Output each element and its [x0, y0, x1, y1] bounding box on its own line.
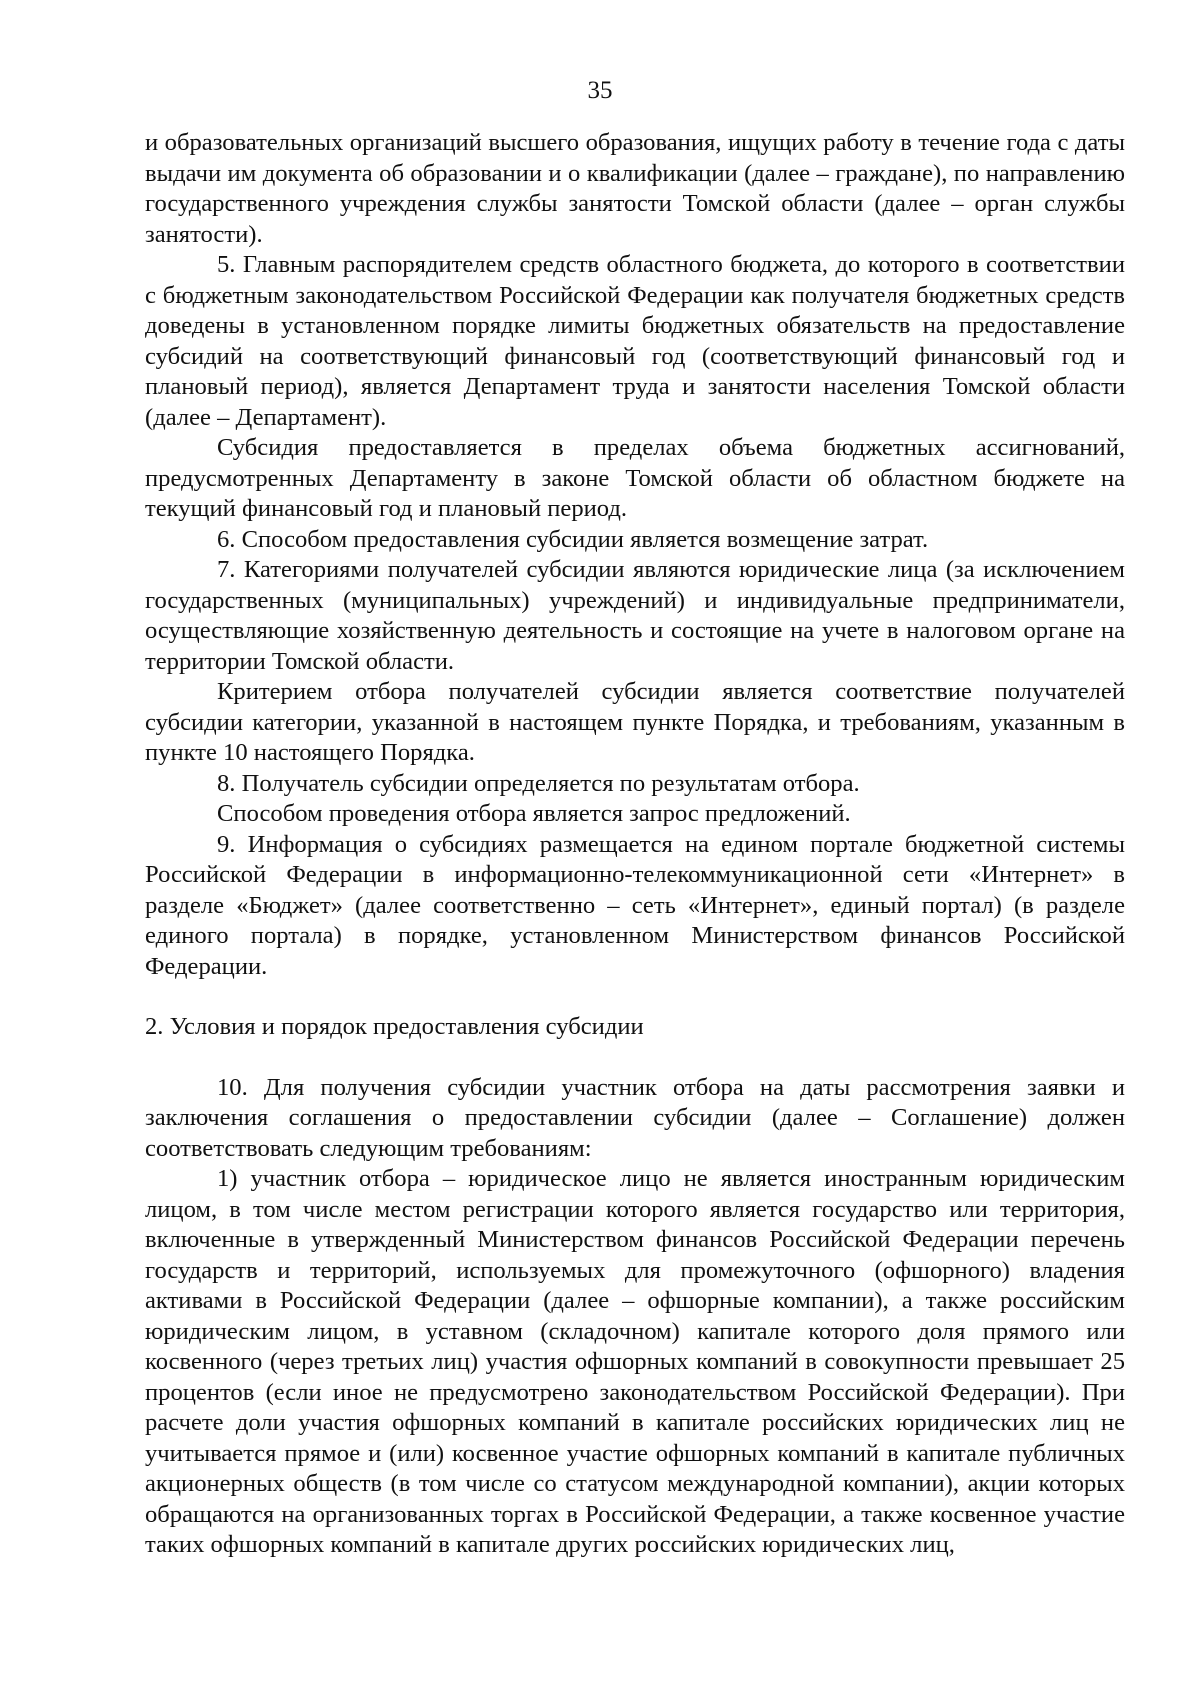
paragraph-10-item-1: 1) участник отбора – юридическое лицо не является иностранным юридическим лицом, в том числе местом регистрации которого является государство или территория, включенные в утвержденный Министерством финансов Российской Федерации перечень государств и территорий, используемых для промежуточного (офшорного) владения активами в Российской Федерации (далее – офшорные компании), а также российским юридическим лицом, в уставном (складочном) капитале которого доля прямого или косвенного (через третьих лиц) участия офшорных компаний в совокупности превышает 25 процентов (если иное не предусмотрено законодательством Российской Федерации). При расчете доли участия офшорных компаний в капитале российских юридических лиц не учитывается прямое и (или) косвенное участие офшорных компаний в капитале публичных акционерных обществ (в том числе со статусом международной компании), акции которых обращаются на организованных торгах в Российской Федерации, а также косвенное участие таких офшорных компаний в капитале других российских юридических лиц, — [145, 1165, 1125, 1558]
paragraph-9: 9. Информация о субсидиях размещается на едином портале бюджетной системы Российской Федерации в информационно-телекоммуникационной сети «Интернет» в разделе «Бюджет» (далее соответственно – сеть «Интернет», единый портал) (в разделе единого портала) в порядке, установленном Министерством финансов Российской Федерации. — [145, 830, 1125, 980]
paragraph-5-subsidy: Субсидия предоставляется в пределах объема бюджетных ассигнований, предусмотренных Департаменту в законе Томской области об областном бюджете на текущий финансовый год и плановый период. — [145, 434, 1125, 522]
paragraph-10: 10. Для получения субсидии участник отбора на даты рассмотрения заявки и заключения соглашения о предоставлении субсидии (далее – Соглашение) должен соответствовать следующим требованиям: — [145, 1073, 1125, 1162]
paragraph-7-criterion: Критерием отбора получателей субсидии является соответствие получателей субсидии категории, указанной в настоящем пункте Порядка, и требованиям, указанным в пункте 10 настоящего Порядка. — [145, 678, 1125, 766]
paragraph-7: 7. Категориями получателей субсидии являются юридические лица (за исключением государственных (муниципальных) учреждений) и индивидуальные предприниматели, осуществляющие хозяйственную деятельность и состоящие на учете в налоговом органе на территории Томской области. — [145, 556, 1125, 675]
document-body — [145, 128, 1125, 1561]
paragraph-continuation: и образовательных организаций высшего образования, ищущих работу в течение года с даты выдачи им документа об образовании и о квалификации (далее – граждане), по направлению государственного учреждения службы занятости Томской области (далее – орган службы занятости). — [145, 129, 1125, 248]
paragraph-8-method: Способом проведения отбора является запрос предложений. — [217, 800, 851, 827]
section-heading: 2. Условия и порядок предоставления субсидии — [145, 1013, 644, 1040]
paragraph-6: 6. Способом предоставления субсидии является возмещение затрат. — [217, 525, 929, 553]
paragraph-5: 5. Главным распорядителем средств областного бюджета, до которого в соответствии с бюджетным законодательством Российской Федерации как получателя бюджетных средств доведены в установленном порядке лимиты бюджетных обязательств на предоставление субсидий на соответствующий финансовый год (соответствующий финансовый год и плановый период), является Департамент труда и занятости населения Томской области (далее – Департамент). — [145, 251, 1125, 431]
page-number: 35 — [587, 77, 613, 104]
paragraph-8: 8. Получатель субсидии определяется по результатам отбора. — [217, 769, 860, 797]
